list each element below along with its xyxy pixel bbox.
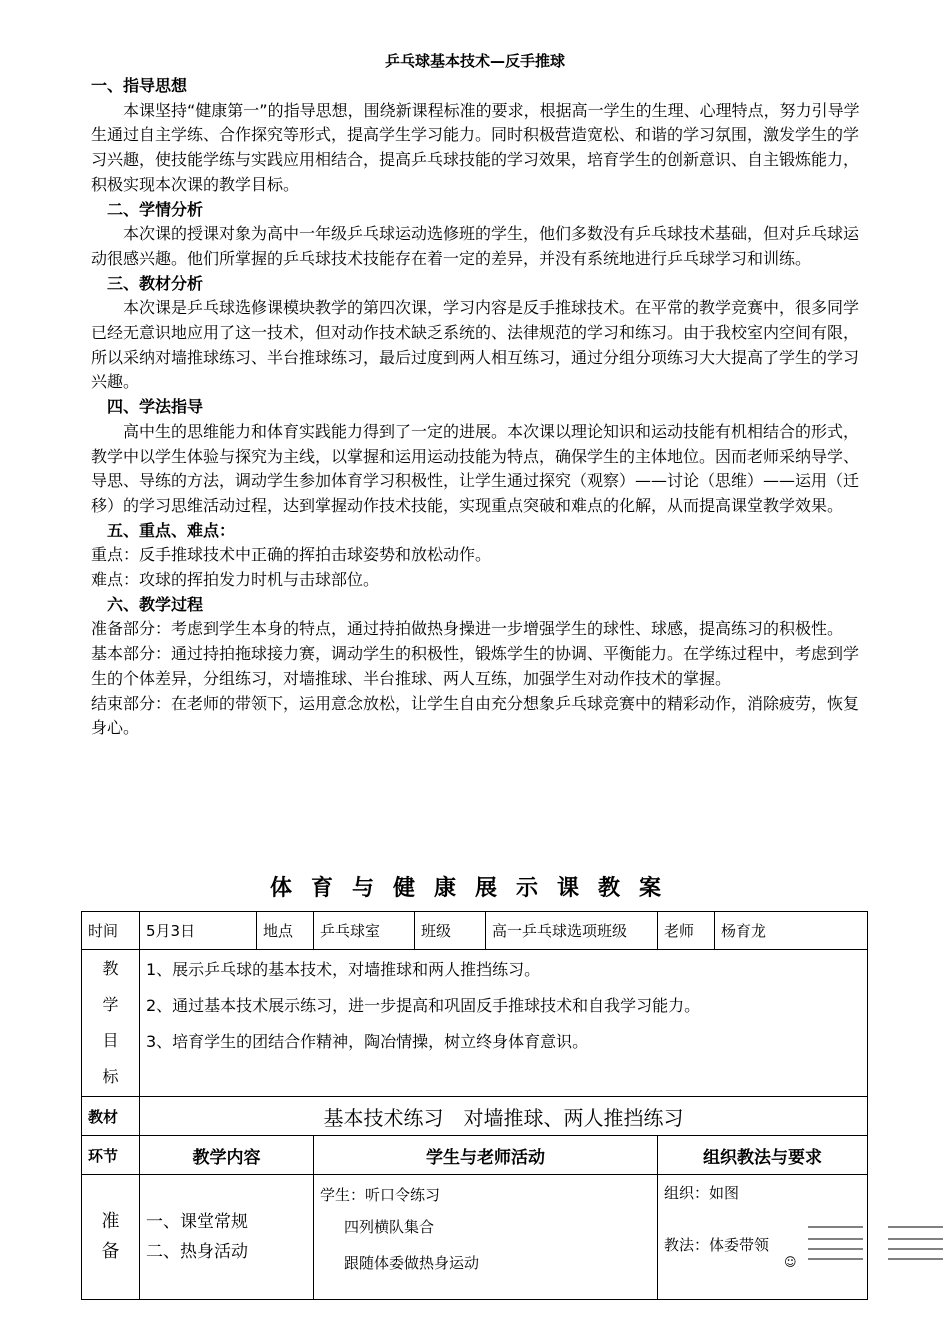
table-row-column-headers xyxy=(82,1136,868,1175)
prep-activity-item: 四列横队集合 xyxy=(344,1218,435,1236)
section-heading-1: 一、指导思想 xyxy=(91,76,188,95)
difficult-point: 难点：攻球的挥拍发力时机与击球部位。 xyxy=(91,570,380,590)
place-label: 地点 xyxy=(257,912,314,950)
section-heading-3: 三、教材分析 xyxy=(107,273,204,293)
section-column-header: 环节 xyxy=(82,1136,140,1175)
goals-content xyxy=(140,950,868,1097)
lesson-plan-title: 体育与健康展示课教案 xyxy=(269,876,680,901)
prep-activities xyxy=(314,1175,658,1300)
section-paragraph-2: 本次课的授课对象为高中一年级乒乓球运动选修班的学生，他们多数没有乒乓球技术基础，但对乒乓球运动很感兴趣。他们所掌握的乒乓球技术技能存在着一定的差异，并没有系统地进行乒乓球学习和训练。 xyxy=(91,224,860,268)
section-heading-5: 五、重点、难点： xyxy=(107,520,236,540)
key-point: 重点：反手推球技术中正确的挥拍击球姿势和放松动作。 xyxy=(91,545,492,565)
process-basic: 基本部分：通过持拍拖球接力赛，调动学生的积极性，锻炼学生的协调、平衡能力。在学练过程中，考虑到学生的个体差异，分组练习，对墙推球、半台推球、两人互练，加强学生对动作技术的掌握。 xyxy=(91,644,860,688)
table-row-goals xyxy=(82,950,868,1097)
prep-label-char: 备 xyxy=(101,1241,120,1262)
organization-column-header: 组织教法与要求 xyxy=(658,1136,868,1175)
class-value: 高一乒乓球选项班级 xyxy=(486,912,658,950)
content-column-header: 教学内容 xyxy=(140,1136,314,1175)
section-paragraph-3: 本次课是乒乓球选修课模块教学的第四次课，学习内容是反手推球技术。在平常的教学竞赛中，很多同学已经无意识地应用了这一技术，但对动作技术缺乏系统的、法律规范的学习和练习。由于我校室内空间有限，所以采纳对墙推球练习、半台推球练习，最后过度到两人相互练习，通过分组分项练习大大提高了学生的学习兴趣。 xyxy=(91,298,860,392)
goals-label-char: 目 xyxy=(102,1031,119,1050)
goal-item: 3、培育学生的团结合作精神，陶冶情操，树立终身体育意识。 xyxy=(146,1032,589,1051)
prep-content xyxy=(140,1175,314,1300)
section-heading-6: 六、教学过程 xyxy=(107,594,204,614)
teacher-value: 杨育龙 xyxy=(715,912,868,950)
material-label: 教材 xyxy=(82,1097,140,1136)
prep-content-item: 二、热身活动 xyxy=(146,1242,248,1262)
time-value: 5月3日 xyxy=(140,912,257,950)
class-label: 班级 xyxy=(415,912,486,950)
lesson-plan-table xyxy=(81,911,868,1300)
teacher-marker-icon: ☺ xyxy=(784,1255,797,1269)
prep-method-text: 教法：体委带领 xyxy=(664,1236,770,1254)
process-end: 结束部分：在老师的带领下，运用意念放松，让学生自由充分想象乒乓球竞赛中的精彩动作，消除疲劳，恢复身心。 xyxy=(91,693,860,738)
time-label: 时间 xyxy=(82,912,140,950)
formation-lines-diagram xyxy=(808,1225,950,1265)
prep-content-item: 一、课堂常规 xyxy=(146,1212,248,1232)
place-value: 乒乓球室 xyxy=(314,912,415,950)
section-heading-4: 四、学法指导 xyxy=(107,397,204,417)
document-title: 乒乓球基本技术—反手推球 xyxy=(384,52,565,70)
process-prep: 准备部分：考虑到学生本身的特点，通过持拍做热身操进一步增强学生的球性、球感，提高练习的积极性。 xyxy=(91,619,844,639)
prep-organization xyxy=(658,1175,868,1300)
teacher-label: 老师 xyxy=(658,912,715,950)
material-value: 基本技术练习 对墙推球、两人推挡练习 xyxy=(140,1097,868,1136)
table-row-material xyxy=(82,1097,868,1136)
activity-column-header: 学生与老师活动 xyxy=(314,1136,658,1175)
prep-org-text: 组织：如图 xyxy=(664,1184,740,1202)
prep-label-char: 准 xyxy=(101,1211,120,1232)
goals-label-char: 标 xyxy=(102,1067,119,1086)
section-heading-2: 二、学情分析 xyxy=(107,199,204,219)
lesson-narrative xyxy=(91,74,866,741)
section-paragraph-1: 本课坚持“健康第一”的指导思想，围绕新课程标准的要求，根据高一学生的生理、心理特点，努力引导学生通过自主学练、合作探究等形式，提高学生学习能力。同时积极营造宽松、和谐的学习氛围，激发学生的学习兴趣，使技能学练与实践应用相结合，提高乒乓球技能的学习效果，培育学生的创新意识、自主锻炼能力，积极实现本次课的教学目标。 xyxy=(91,100,860,194)
section-paragraph-4: 高中生的思维能力和体育实践能力得到了一定的进展。本次课以理论知识和运动技能有机相结合的形式，教学中以学生体验与探究为主线，以掌握和运用运动技能为特点，确保学生的主体地位。因而老师采纳导学、导思、导练的方法，调动学生参加体育学习积极性，让学生通过探究（观察）——讨论（思维）——运用（迁移）的学习思维活动过程，达到掌握动作技术技能，实现重点突破和难点的化解，从而提高课堂教学效果。 xyxy=(91,421,860,515)
goals-label-char: 教 xyxy=(102,959,119,978)
prep-label xyxy=(82,1175,140,1300)
prep-activity-item: 跟随体委做热身运动 xyxy=(344,1254,480,1272)
prep-activity-item: 学生：听口令练习 xyxy=(320,1186,441,1204)
goal-item: 2、通过基本技术展示练习，进一步提高和巩固反手推球技术和自我学习能力。 xyxy=(146,996,701,1015)
goals-label-char: 学 xyxy=(102,995,119,1014)
table-row-preparation xyxy=(82,1175,868,1300)
table-row-info xyxy=(82,912,868,950)
goals-label xyxy=(82,950,140,1097)
goal-item: 1、展示乒乓球的基本技术，对墙推球和两人推挡练习。 xyxy=(146,960,541,979)
